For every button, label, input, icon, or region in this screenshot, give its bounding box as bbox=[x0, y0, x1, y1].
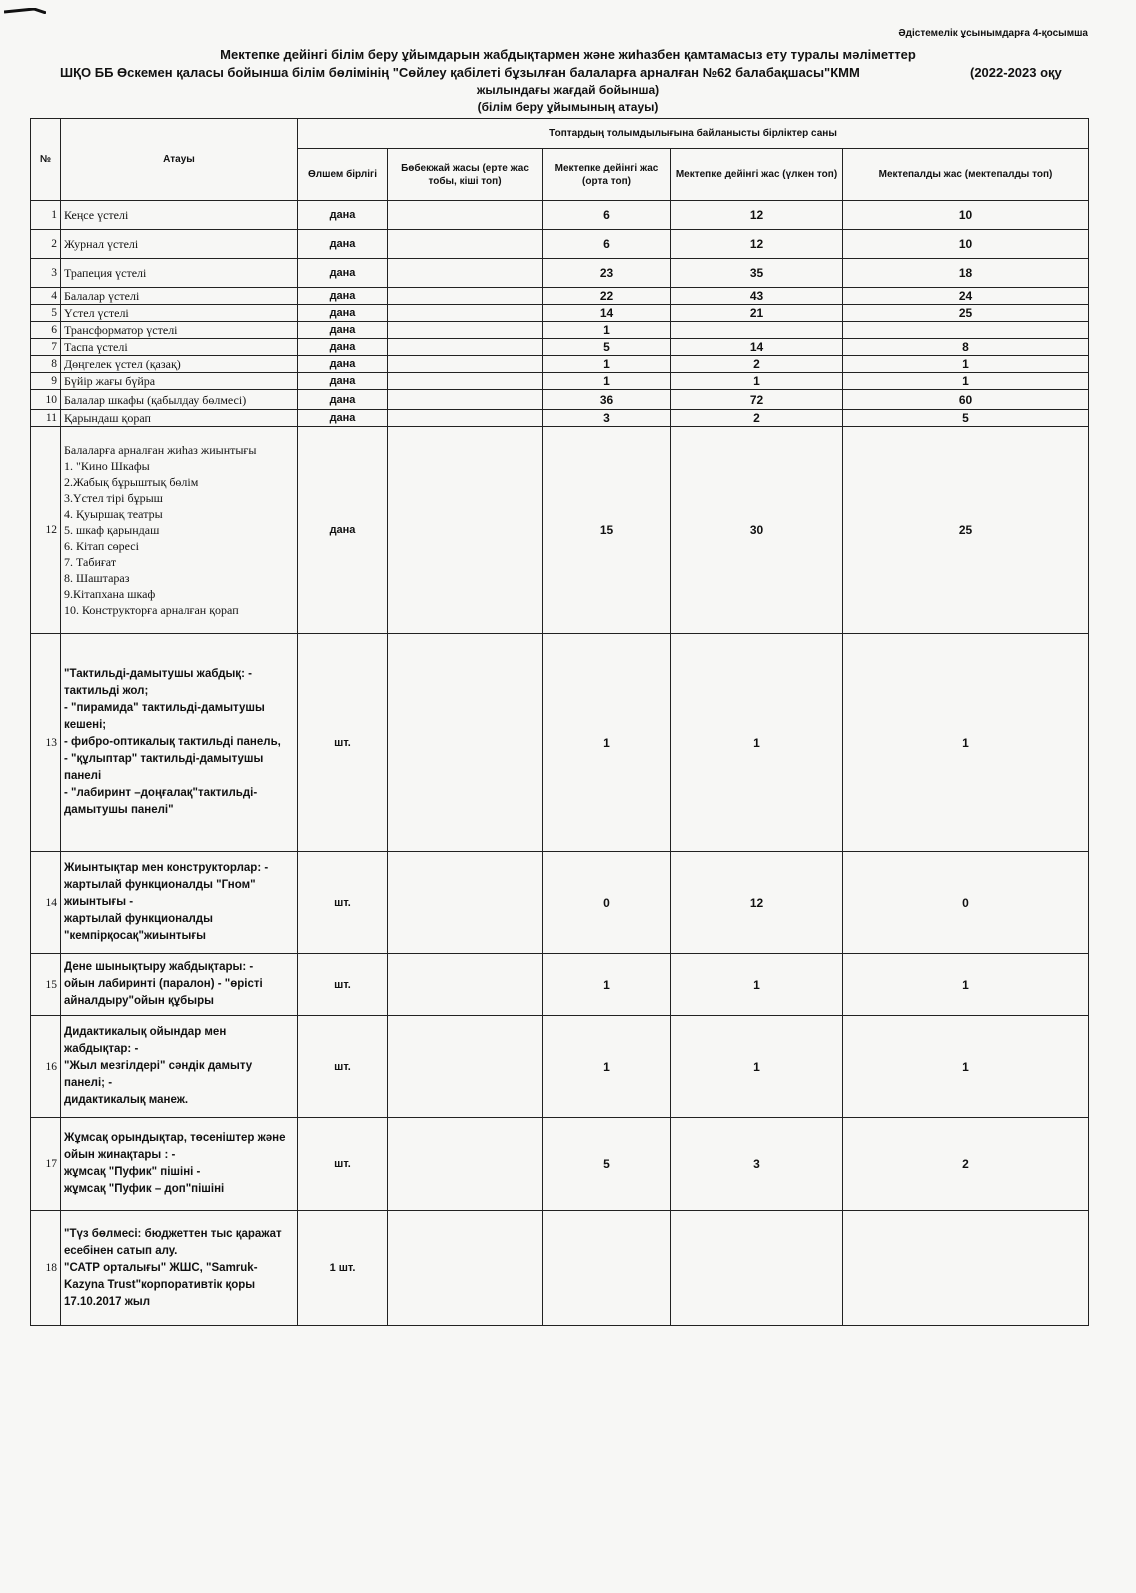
row-name: Кеңсе үстелі bbox=[61, 201, 298, 230]
table-row bbox=[31, 322, 1089, 339]
row-middle-value: 6 bbox=[543, 230, 671, 259]
col-header-number: № bbox=[31, 119, 61, 201]
row-senior-value: 1 bbox=[671, 1016, 843, 1118]
table-row bbox=[31, 356, 1089, 373]
col-header-nursery: Бөбекжай жасы (ерте жас тобы, кіші топ) bbox=[388, 149, 543, 201]
row-number: 11 bbox=[31, 410, 61, 427]
row-number: 7 bbox=[31, 339, 61, 356]
row-preschool-value: 1 bbox=[843, 634, 1089, 852]
table-row bbox=[31, 427, 1089, 634]
row-senior-value: 43 bbox=[671, 288, 843, 305]
col-header-senior: Мектепке дейінгі жас (үлкен топ) bbox=[671, 149, 843, 201]
row-unit: дана bbox=[298, 201, 388, 230]
row-number: 13 bbox=[31, 634, 61, 852]
row-number: 16 bbox=[31, 1016, 61, 1118]
scan-mark bbox=[4, 8, 46, 14]
row-preschool-value: 1 bbox=[843, 954, 1089, 1016]
row-unit: дана bbox=[298, 373, 388, 390]
row-senior-value: 2 bbox=[671, 356, 843, 373]
row-unit: шт. bbox=[298, 1118, 388, 1211]
status-line: жылындағы жағдай бойынша) bbox=[476, 83, 660, 97]
row-senior-value: 12 bbox=[671, 201, 843, 230]
table-row bbox=[31, 373, 1089, 390]
row-unit: дана bbox=[298, 322, 388, 339]
row-senior-value: 12 bbox=[671, 852, 843, 954]
row-senior-value: 3 bbox=[671, 1118, 843, 1211]
row-number: 3 bbox=[31, 259, 61, 288]
row-name: "Түз бөлмесі: бюджеттен тыс қаражат есебінен сатып алу. "САТР орталығы" ЖШС, "Samruk- Kazyna Trust"корпоративтік қоры 17.10.2017 жыл bbox=[61, 1211, 298, 1326]
row-preschool-value: 25 bbox=[843, 427, 1089, 634]
row-number: 17 bbox=[31, 1118, 61, 1211]
row-senior-value: 1 bbox=[671, 373, 843, 390]
row-nursery-value bbox=[388, 390, 543, 410]
row-name: Жиынтықтар мен конструкторлар: - жартылай функционалды "Гном" жиынтығы - жартылай функционалды "кемпірқосақ"жиынтығы bbox=[61, 852, 298, 954]
table-row bbox=[31, 852, 1089, 954]
row-nursery-value bbox=[388, 954, 543, 1016]
row-middle-value: 5 bbox=[543, 339, 671, 356]
row-nursery-value bbox=[388, 634, 543, 852]
row-unit: дана bbox=[298, 230, 388, 259]
row-middle-value: 23 bbox=[543, 259, 671, 288]
row-preschool-value: 1 bbox=[843, 1016, 1089, 1118]
organization-caption: (білім беру ұйымының атауы) bbox=[477, 100, 659, 114]
row-middle-value: 6 bbox=[543, 201, 671, 230]
table-body bbox=[31, 201, 1089, 1326]
row-preschool-value: 2 bbox=[843, 1118, 1089, 1211]
row-name: Трапеция үстелі bbox=[61, 259, 298, 288]
row-middle-value: 1 bbox=[543, 954, 671, 1016]
table-row bbox=[31, 201, 1089, 230]
row-nursery-value bbox=[388, 288, 543, 305]
row-preschool-value: 10 bbox=[843, 230, 1089, 259]
row-unit: дана bbox=[298, 356, 388, 373]
row-senior-value bbox=[671, 322, 843, 339]
row-name: Бүйір жағы бүйра bbox=[61, 373, 298, 390]
row-name: Қарындаш қорап bbox=[61, 410, 298, 427]
row-nursery-value bbox=[388, 410, 543, 427]
document-title: Мектепке дейінгі білім беру ұйымдарын жабдықтармен және жиһазбен қамтамасыз ету туралы мәліметтер bbox=[220, 47, 916, 62]
row-senior-value: 1 bbox=[671, 954, 843, 1016]
row-middle-value: 5 bbox=[543, 1118, 671, 1211]
row-number: 10 bbox=[31, 390, 61, 410]
row-name: Трансформатор үстелі bbox=[61, 322, 298, 339]
row-number: 5 bbox=[31, 305, 61, 322]
table-row bbox=[31, 1211, 1089, 1326]
row-senior-value: 30 bbox=[671, 427, 843, 634]
row-number: 8 bbox=[31, 356, 61, 373]
col-header-name: Атауы bbox=[61, 119, 298, 201]
row-senior-value: 2 bbox=[671, 410, 843, 427]
row-nursery-value bbox=[388, 322, 543, 339]
row-middle-value: 22 bbox=[543, 288, 671, 305]
col-header-preschool: Мектепалды жас (мектепалды топ) bbox=[843, 149, 1089, 201]
table-row bbox=[31, 634, 1089, 852]
row-name: Үстел үстелі bbox=[61, 305, 298, 322]
row-nursery-value bbox=[388, 427, 543, 634]
row-number: 12 bbox=[31, 427, 61, 634]
row-unit: шт. bbox=[298, 852, 388, 954]
row-middle-value: 0 bbox=[543, 852, 671, 954]
row-unit: шт. bbox=[298, 1016, 388, 1118]
row-nursery-value bbox=[388, 373, 543, 390]
row-middle-value: 1 bbox=[543, 356, 671, 373]
row-preschool-value: 1 bbox=[843, 356, 1089, 373]
academic-year: (2022-2023 оқу bbox=[970, 65, 1062, 80]
row-nursery-value bbox=[388, 356, 543, 373]
row-preschool-value: 10 bbox=[843, 201, 1089, 230]
row-nursery-value bbox=[388, 1016, 543, 1118]
row-name: Дене шынықтыру жабдықтары: - ойын лабиринті (паралон) - "өрісті айналдыру"ойын құбыры bbox=[61, 954, 298, 1016]
row-middle-value: 15 bbox=[543, 427, 671, 634]
row-name: Таспа үстелі bbox=[61, 339, 298, 356]
row-number: 1 bbox=[31, 201, 61, 230]
row-preschool-value: 60 bbox=[843, 390, 1089, 410]
row-preschool-value: 24 bbox=[843, 288, 1089, 305]
row-middle-value: 1 bbox=[543, 373, 671, 390]
row-nursery-value bbox=[388, 201, 543, 230]
row-middle-value: 1 bbox=[543, 634, 671, 852]
col-header-middle: Мектепке дейінгі жас (орта топ) bbox=[543, 149, 671, 201]
row-name: Журнал үстелі bbox=[61, 230, 298, 259]
row-middle-value: 1 bbox=[543, 1016, 671, 1118]
row-unit: дана bbox=[298, 390, 388, 410]
row-unit: дана bbox=[298, 339, 388, 356]
row-preschool-value bbox=[843, 1211, 1089, 1326]
row-middle-value bbox=[543, 1211, 671, 1326]
row-preschool-value: 5 bbox=[843, 410, 1089, 427]
row-name: Балалар үстелі bbox=[61, 288, 298, 305]
row-preschool-value: 25 bbox=[843, 305, 1089, 322]
row-unit: шт. bbox=[298, 634, 388, 852]
row-senior-value bbox=[671, 1211, 843, 1326]
row-unit: шт. bbox=[298, 954, 388, 1016]
row-preschool-value: 0 bbox=[843, 852, 1089, 954]
row-name: Дидактикалық ойындар мен жабдықтар: - "Жыл мезгілдері" сәндік дамыту панелі; - дидактикалық манеж. bbox=[61, 1016, 298, 1118]
row-nursery-value bbox=[388, 305, 543, 322]
row-nursery-value bbox=[388, 339, 543, 356]
organization-name: ШҚО ББ Өскемен қаласы бойынша білім бөлімінің "Сөйлеу қабілеті бұзылған балаларға арналған №62 балабақшасы"КММ bbox=[60, 65, 860, 80]
row-middle-value: 36 bbox=[543, 390, 671, 410]
row-name: Дөңгелек үстел (қазақ) bbox=[61, 356, 298, 373]
row-middle-value: 3 bbox=[543, 410, 671, 427]
row-senior-value: 72 bbox=[671, 390, 843, 410]
row-middle-value: 14 bbox=[543, 305, 671, 322]
table-row bbox=[31, 390, 1089, 410]
row-name: "Тактильді-дамытушы жабдық: - тактильді жол; - "пирамида" тактильді-дамытушы кешені; - фибро-оптикалық тактильді панель, - "құлыптар" тактильді-дамытушы панелі - "лабиринт –доңғалақ"тактильді- дамытушы панелі" bbox=[61, 634, 298, 852]
row-preschool-value: 1 bbox=[843, 373, 1089, 390]
row-name: Жұмсақ орындықтар, төсеніштер және ойын жинақтары : - жұмсақ "Пуфик" пішіні - жұмсақ "Пуфик – доп"пішіні bbox=[61, 1118, 298, 1211]
table-row bbox=[31, 288, 1089, 305]
row-number: 6 bbox=[31, 322, 61, 339]
table-row bbox=[31, 230, 1089, 259]
row-nursery-value bbox=[388, 852, 543, 954]
table-row bbox=[31, 410, 1089, 427]
equipment-table bbox=[30, 118, 1089, 1326]
row-number: 15 bbox=[31, 954, 61, 1016]
table-row bbox=[31, 259, 1089, 288]
row-unit: дана bbox=[298, 259, 388, 288]
row-senior-value: 35 bbox=[671, 259, 843, 288]
table-row bbox=[31, 305, 1089, 322]
row-unit: дана bbox=[298, 410, 388, 427]
row-nursery-value bbox=[388, 1118, 543, 1211]
row-name: Балаларға арналған жиһаз жиынтығы 1. "Кино Шкафы 2.Жабық бұрыштық бөлім 3.Үстел тірі бұрыш 4. Қуыршақ театры 5. шкаф қарындаш 6. Кітап сөресі 7. Табиғат 8. Шаштараз 9.Кітапхана шкаф 10. Конструкторға арналған қорап bbox=[61, 427, 298, 634]
row-senior-value: 14 bbox=[671, 339, 843, 356]
table-row bbox=[31, 954, 1089, 1016]
row-unit: дана bbox=[298, 288, 388, 305]
row-preschool-value: 18 bbox=[843, 259, 1089, 288]
row-senior-value: 12 bbox=[671, 230, 843, 259]
row-nursery-value bbox=[388, 1211, 543, 1326]
row-number: 9 bbox=[31, 373, 61, 390]
row-preschool-value: 8 bbox=[843, 339, 1089, 356]
table-row bbox=[31, 1118, 1089, 1211]
row-nursery-value bbox=[388, 230, 543, 259]
row-unit: 1 шт. bbox=[298, 1211, 388, 1326]
row-nursery-value bbox=[388, 259, 543, 288]
row-number: 2 bbox=[31, 230, 61, 259]
row-number: 18 bbox=[31, 1211, 61, 1326]
row-preschool-value bbox=[843, 322, 1089, 339]
row-number: 4 bbox=[31, 288, 61, 305]
row-unit: дана bbox=[298, 427, 388, 634]
col-header-group: Топтардың толымдылығына байланысты бірліктер саны bbox=[298, 119, 1089, 149]
row-senior-value: 21 bbox=[671, 305, 843, 322]
row-number: 14 bbox=[31, 852, 61, 954]
table-row bbox=[31, 339, 1089, 356]
row-name: Балалар шкафы (қабылдау бөлмесі) bbox=[61, 390, 298, 410]
row-middle-value: 1 bbox=[543, 322, 671, 339]
row-unit: дана bbox=[298, 305, 388, 322]
row-senior-value: 1 bbox=[671, 634, 843, 852]
annex-label: Әдістемелік ұсынымдарға 4-қосымша bbox=[898, 28, 1088, 39]
table-row bbox=[31, 1016, 1089, 1118]
col-header-unit: Өлшем бірлігі bbox=[298, 149, 388, 201]
